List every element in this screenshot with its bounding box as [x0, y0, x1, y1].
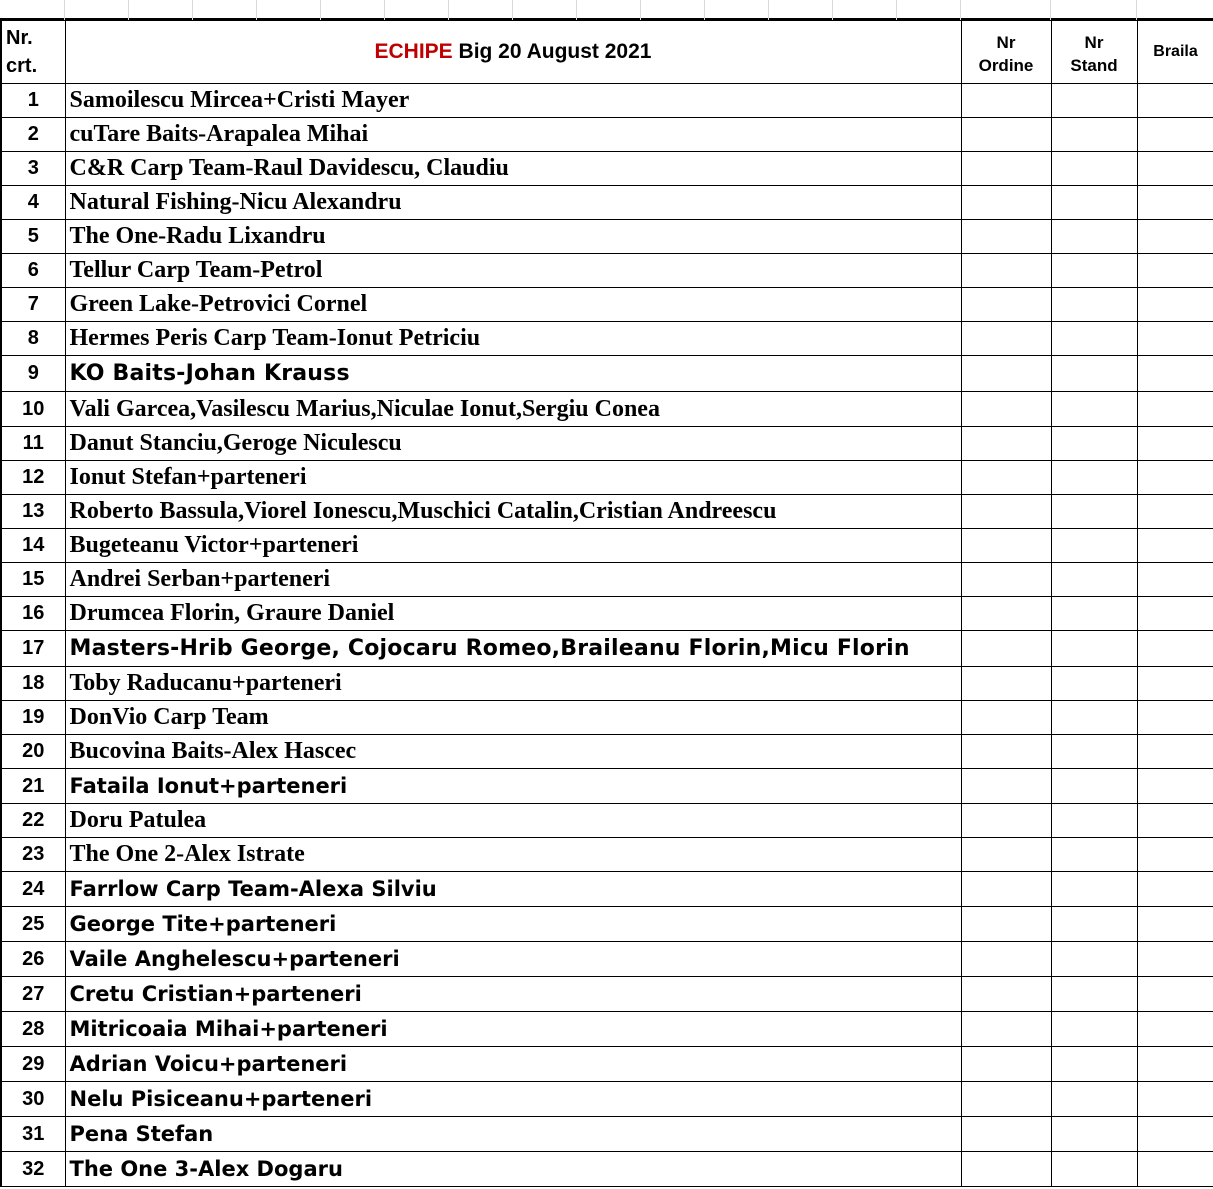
row-number-cell[interactable]: 31 — [1, 1117, 65, 1152]
row-number-cell[interactable]: 30 — [1, 1082, 65, 1117]
sheet-gridline — [192, 0, 193, 20]
nr-stand-cell[interactable] — [1051, 392, 1137, 427]
nr-ordine-cell[interactable] — [961, 838, 1051, 872]
team-name-cell[interactable]: The One 3-Alex Dogaru — [65, 1152, 961, 1187]
sheet-gridline — [960, 0, 961, 20]
nr-stand-cell[interactable] — [1051, 1152, 1137, 1187]
nr-ordine-cell[interactable] — [961, 1082, 1051, 1117]
braila-cell[interactable] — [1137, 769, 1213, 804]
nr-stand-cell[interactable] — [1051, 1047, 1137, 1082]
sheet-top-row — [0, 0, 1213, 20]
table-row — [1, 942, 1213, 977]
table-row — [1, 118, 1213, 152]
nr-ordine-cell[interactable] — [961, 769, 1051, 804]
nr-ordine-cell[interactable] — [961, 735, 1051, 769]
nr-stand-cell[interactable] — [1051, 288, 1137, 322]
sheet-gridline — [768, 0, 769, 20]
column-header-nr-ordine[interactable] — [961, 21, 1051, 84]
braila-cell[interactable] — [1137, 118, 1213, 152]
braila-cell[interactable] — [1137, 186, 1213, 220]
table-row — [1, 701, 1213, 735]
row-number-cell[interactable]: 16 — [1, 597, 65, 631]
row-number-cell[interactable]: 22 — [1, 804, 65, 838]
team-name-cell[interactable]: KO Baits-Johan Krauss — [65, 356, 961, 392]
nr-stand-cell[interactable] — [1051, 1117, 1137, 1152]
sheet-gridline — [576, 0, 577, 20]
row-number-cell[interactable]: 24 — [1, 872, 65, 907]
row-number-cell[interactable]: 7 — [1, 288, 65, 322]
braila-cell[interactable] — [1137, 838, 1213, 872]
team-name-cell[interactable]: Tellur Carp Team-Petrol — [65, 254, 961, 288]
nr-stand-cell[interactable] — [1051, 977, 1137, 1012]
nr-ordine-cell[interactable] — [961, 1012, 1051, 1047]
nr-stand-cell[interactable] — [1051, 84, 1137, 118]
sheet-gridline — [320, 0, 321, 20]
team-name-cell[interactable]: Adrian Voicu+parteneri — [65, 1047, 961, 1082]
braila-cell[interactable] — [1137, 288, 1213, 322]
braila-cell[interactable] — [1137, 392, 1213, 427]
nr-ordine-cell[interactable] — [961, 254, 1051, 288]
team-name-cell[interactable]: Vali Garcea,Vasilescu Marius,Niculae Ionut,Sergiu Conea — [65, 392, 961, 427]
table-row — [1, 322, 1213, 356]
nr-stand-cell[interactable] — [1051, 356, 1137, 392]
row-number-cell[interactable]: 11 — [1, 427, 65, 461]
table-row — [1, 631, 1213, 667]
table-row — [1, 735, 1213, 769]
nr-ordine-cell[interactable] — [961, 529, 1051, 563]
nr-ordine-cell[interactable] — [961, 427, 1051, 461]
row-number-cell[interactable]: 18 — [1, 667, 65, 701]
team-name-cell[interactable]: Cretu Cristian+parteneri — [65, 977, 961, 1012]
nr-stand-cell[interactable] — [1051, 152, 1137, 186]
table-row — [1, 529, 1213, 563]
table-row — [1, 1047, 1213, 1082]
team-name-cell[interactable]: C&R Carp Team-Raul Davidescu, Claudiu — [65, 152, 961, 186]
team-name-cell[interactable]: George Tite+parteneri — [65, 907, 961, 942]
team-name-cell[interactable]: Toby Raducanu+parteneri — [65, 667, 961, 701]
braila-cell[interactable] — [1137, 152, 1213, 186]
table-row — [1, 288, 1213, 322]
table-row — [1, 769, 1213, 804]
team-name-cell[interactable]: The One-Radu Lixandru — [65, 220, 961, 254]
column-header-nr-stand[interactable] — [1051, 21, 1137, 84]
nr-stand-cell[interactable] — [1051, 186, 1137, 220]
nr-stand-cell[interactable] — [1051, 667, 1137, 701]
sheet-gridline — [1136, 0, 1137, 20]
nr-stand-cell[interactable] — [1051, 563, 1137, 597]
braila-cell[interactable] — [1137, 804, 1213, 838]
nr-stand-cell[interactable] — [1051, 701, 1137, 735]
table-row — [1, 597, 1213, 631]
team-name-cell[interactable]: Samoilescu Mircea+Cristi Mayer — [65, 84, 961, 118]
team-name-cell[interactable]: Mitricoaia Mihai+parteneri — [65, 1012, 961, 1047]
team-name-cell[interactable]: DonVio Carp Team — [65, 701, 961, 735]
table-row — [1, 977, 1213, 1012]
nr-stand-cell[interactable] — [1051, 427, 1137, 461]
nr-stand-cell[interactable] — [1051, 597, 1137, 631]
row-number-cell[interactable]: 2 — [1, 118, 65, 152]
nr-stand-cell[interactable] — [1051, 735, 1137, 769]
nr-ordine-cell[interactable] — [961, 186, 1051, 220]
table-row — [1, 461, 1213, 495]
sheet-gridline — [448, 0, 449, 20]
team-name-cell[interactable]: Pena Stefan — [65, 1117, 961, 1152]
row-number-cell[interactable]: 15 — [1, 563, 65, 597]
page-title[interactable] — [65, 21, 961, 84]
team-name-cell[interactable]: Natural Fishing-Nicu Alexandru — [65, 186, 961, 220]
row-number-cell[interactable]: 1 — [1, 84, 65, 118]
nr-ordine-cell[interactable] — [961, 872, 1051, 907]
table-row — [1, 495, 1213, 529]
nr-stand-cell[interactable] — [1051, 804, 1137, 838]
team-name-cell[interactable]: Farrlow Carp Team-Alexa Silviu — [65, 872, 961, 907]
nr-stand-cell[interactable] — [1051, 1082, 1137, 1117]
nr-ordine-cell[interactable] — [961, 804, 1051, 838]
row-number-cell[interactable]: 3 — [1, 152, 65, 186]
braila-cell[interactable] — [1137, 529, 1213, 563]
table-row — [1, 392, 1213, 427]
braila-cell[interactable] — [1137, 563, 1213, 597]
table-row — [1, 152, 1213, 186]
braila-cell[interactable] — [1137, 495, 1213, 529]
nr-ordine-cell[interactable] — [961, 288, 1051, 322]
stand-header-line2: Stand — [1070, 55, 1118, 75]
row-number-cell[interactable]: 12 — [1, 461, 65, 495]
nr-stand-cell[interactable] — [1051, 220, 1137, 254]
braila-cell[interactable] — [1137, 1047, 1213, 1082]
nr-ordine-cell[interactable] — [961, 1047, 1051, 1082]
table-row — [1, 563, 1213, 597]
team-name-cell[interactable]: Roberto Bassula,Viorel Ionescu,Muschici Catalin,Cristian Andreescu — [65, 495, 961, 529]
nr-stand-cell[interactable] — [1051, 322, 1137, 356]
table-row — [1, 84, 1213, 118]
row-number-cell[interactable]: 27 — [1, 977, 65, 1012]
braila-cell[interactable] — [1137, 427, 1213, 461]
nr-stand-cell[interactable] — [1051, 118, 1137, 152]
braila-cell[interactable] — [1137, 461, 1213, 495]
row-number-cell[interactable]: 10 — [1, 392, 65, 427]
column-header-nr-crt[interactable] — [1, 21, 65, 84]
sheet-gridline — [640, 0, 641, 20]
braila-cell[interactable] — [1137, 1117, 1213, 1152]
braila-cell[interactable] — [1137, 735, 1213, 769]
team-name-cell[interactable]: Hermes Peris Carp Team-Ionut Petriciu — [65, 322, 961, 356]
nr-ordine-cell[interactable] — [961, 392, 1051, 427]
nr-ordine-cell[interactable] — [961, 495, 1051, 529]
braila-cell[interactable] — [1137, 254, 1213, 288]
team-name-cell[interactable]: The One 2-Alex Istrate — [65, 838, 961, 872]
table-header-row — [1, 21, 1213, 84]
braila-cell[interactable] — [1137, 942, 1213, 977]
nr-ordine-cell[interactable] — [961, 907, 1051, 942]
nr-stand-cell[interactable] — [1051, 907, 1137, 942]
braila-cell[interactable] — [1137, 220, 1213, 254]
nr-stand-cell[interactable] — [1051, 631, 1137, 667]
row-number-cell[interactable]: 23 — [1, 838, 65, 872]
table-row — [1, 254, 1213, 288]
team-name-cell[interactable]: Andrei Serban+parteneri — [65, 563, 961, 597]
nr-stand-cell[interactable] — [1051, 838, 1137, 872]
row-number-cell[interactable]: 5 — [1, 220, 65, 254]
sheet-gridline — [512, 0, 513, 20]
table-row — [1, 804, 1213, 838]
nr-ordine-cell[interactable] — [961, 977, 1051, 1012]
row-number-cell[interactable]: 13 — [1, 495, 65, 529]
braila-cell[interactable] — [1137, 84, 1213, 118]
team-name-cell[interactable]: Drumcea Florin, Graure Daniel — [65, 597, 961, 631]
table-row — [1, 667, 1213, 701]
nr-ordine-cell[interactable] — [961, 220, 1051, 254]
nr-stand-cell[interactable] — [1051, 495, 1137, 529]
team-name-cell[interactable]: Masters-Hrib George, Cojocaru Romeo,Braileanu Florin,Micu Florin — [65, 631, 961, 667]
table-row — [1, 907, 1213, 942]
row-number-cell[interactable]: 6 — [1, 254, 65, 288]
nr-ordine-cell[interactable] — [961, 1117, 1051, 1152]
team-name-cell[interactable]: Fataila Ionut+parteneri — [65, 769, 961, 804]
sheet-gridline — [64, 0, 65, 20]
row-number-cell[interactable]: 26 — [1, 942, 65, 977]
sheet-gridline — [1050, 0, 1051, 20]
title-rest: Big 20 August 2021 — [452, 40, 652, 63]
table-row — [1, 1152, 1213, 1187]
braila-cell[interactable] — [1137, 1082, 1213, 1117]
ordine-header-line2: Ordine — [978, 55, 1034, 75]
nr-stand-cell[interactable] — [1051, 529, 1137, 563]
row-number-cell[interactable]: 29 — [1, 1047, 65, 1082]
braila-cell[interactable] — [1137, 667, 1213, 701]
braila-cell[interactable] — [1137, 597, 1213, 631]
column-header-braila[interactable]: Braila — [1137, 21, 1213, 84]
nr-ordine-cell[interactable] — [961, 667, 1051, 701]
sheet-gridline — [832, 0, 833, 20]
braila-cell[interactable] — [1137, 872, 1213, 907]
nr-ordine-cell[interactable] — [961, 461, 1051, 495]
table-row — [1, 1117, 1213, 1152]
row-number-cell[interactable]: 32 — [1, 1152, 65, 1187]
sheet-gridline — [384, 0, 385, 20]
team-name-cell[interactable]: cuTare Baits-Arapalea Mihai — [65, 118, 961, 152]
braila-cell[interactable] — [1137, 356, 1213, 392]
row-number-cell[interactable]: 20 — [1, 735, 65, 769]
braila-cell[interactable] — [1137, 322, 1213, 356]
nr-stand-cell[interactable] — [1051, 1012, 1137, 1047]
braila-cell[interactable] — [1137, 1012, 1213, 1047]
nr-ordine-cell[interactable] — [961, 942, 1051, 977]
row-number-cell[interactable]: 25 — [1, 907, 65, 942]
braila-cell[interactable] — [1137, 1152, 1213, 1187]
nr-ordine-cell[interactable] — [961, 701, 1051, 735]
table-row — [1, 1082, 1213, 1117]
row-number-cell[interactable]: 19 — [1, 701, 65, 735]
row-number-cell[interactable]: 21 — [1, 769, 65, 804]
ordine-header-line1: Nr — [996, 32, 1016, 52]
table-row — [1, 872, 1213, 907]
table-row — [1, 186, 1213, 220]
team-name-cell[interactable]: Vaile Anghelescu+parteneri — [65, 942, 961, 977]
team-name-cell[interactable]: Ionut Stefan+parteneri — [65, 461, 961, 495]
nr-header-line2: crt. — [6, 55, 38, 77]
nr-header-line1: Nr. — [6, 27, 33, 49]
braila-cell[interactable] — [1137, 701, 1213, 735]
nr-stand-cell[interactable] — [1051, 769, 1137, 804]
nr-ordine-cell[interactable] — [961, 322, 1051, 356]
nr-ordine-cell[interactable] — [961, 84, 1051, 118]
nr-ordine-cell[interactable] — [961, 563, 1051, 597]
table-row — [1, 1012, 1213, 1047]
nr-stand-cell[interactable] — [1051, 872, 1137, 907]
braila-cell[interactable] — [1137, 907, 1213, 942]
table-row — [1, 427, 1213, 461]
nr-ordine-cell[interactable] — [961, 118, 1051, 152]
nr-ordine-cell[interactable] — [961, 631, 1051, 667]
table-row — [1, 220, 1213, 254]
team-name-cell[interactable]: Bucovina Baits-Alex Hascec — [65, 735, 961, 769]
sheet-gridline — [896, 0, 897, 20]
nr-ordine-cell[interactable] — [961, 597, 1051, 631]
nr-ordine-cell[interactable] — [961, 1152, 1051, 1187]
team-name-cell[interactable]: Green Lake-Petrovici Cornel — [65, 288, 961, 322]
team-name-cell[interactable]: Danut Stanciu,Geroge Niculescu — [65, 427, 961, 461]
row-number-cell[interactable]: 17 — [1, 631, 65, 667]
nr-stand-cell[interactable] — [1051, 461, 1137, 495]
row-number-cell[interactable]: 8 — [1, 322, 65, 356]
sheet-gridline — [256, 0, 257, 20]
sheet-gridline — [128, 0, 129, 20]
braila-cell[interactable] — [1137, 631, 1213, 667]
team-name-cell[interactable]: Nelu Pisiceanu+parteneri — [65, 1082, 961, 1117]
stand-header-line1: Nr — [1084, 32, 1104, 52]
nr-stand-cell[interactable] — [1051, 942, 1137, 977]
nr-ordine-cell[interactable] — [961, 152, 1051, 186]
sheet-gridline — [704, 0, 705, 20]
table-row — [1, 356, 1213, 392]
row-number-cell[interactable]: 28 — [1, 1012, 65, 1047]
row-number-cell[interactable]: 14 — [1, 529, 65, 563]
braila-cell[interactable] — [1137, 977, 1213, 1012]
nr-stand-cell[interactable] — [1051, 254, 1137, 288]
team-name-cell[interactable]: Doru Patulea — [65, 804, 961, 838]
table-row — [1, 838, 1213, 872]
row-number-cell[interactable]: 9 — [1, 356, 65, 392]
team-name-cell[interactable]: Bugeteanu Victor+parteneri — [65, 529, 961, 563]
teams-table — [0, 20, 1213, 1187]
nr-ordine-cell[interactable] — [961, 356, 1051, 392]
title-red-word: ECHIPE — [374, 40, 453, 63]
row-number-cell[interactable]: 4 — [1, 186, 65, 220]
